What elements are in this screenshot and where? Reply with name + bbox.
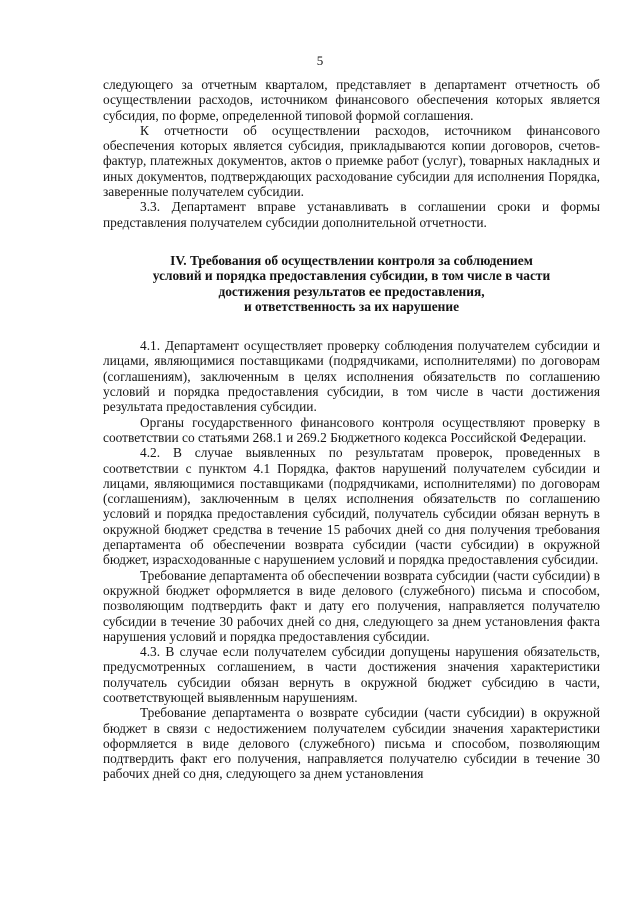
section-heading-line: и ответственность за их нарушение: [243, 298, 460, 314]
paragraph: Органы государственного финансового контроля осуществляют проверку в соответствии со статьями 268.1 и 269.2 Бюджетного кодекса Российской Федерации.: [103, 414, 600, 445]
paragraph-3-3: 3.3. Департамент вправе устанавливать в соглашении сроки и формы представления получателем субсидии дополнительной отчетности.: [103, 199, 600, 230]
paragraph: К отчетности об осуществлении расходов, источником финансового обеспечения которых является субсидия, прикладываются копии договоров, счетов-фактур, платежных документов, актов о приемке работ (услуг), товарных накладных и иных документов, подтверждающих расходование субсидии для исполнения Порядка, заверенные получателем субсидии.: [103, 122, 600, 200]
section-heading-line: условий и порядка предоставления субсидии, в том числе в части: [152, 268, 551, 284]
section-heading: [103, 253, 600, 314]
paragraph-continuation: следующего за отчетным кварталом, представляет в департамент отчетность об осуществлении расходов, источником финансового обеспечения которых является субсидия, по форме, определенной типовой формой соглашения.: [103, 77, 600, 123]
paragraph: Требование департамента об обеспечении возврата субсидии (части субсидии) в окружной бюджет оформляется в виде делового (служебного) письма и способом, позволяющим подтвердить факт и дату его получения, направляется получателю субсидии в течение 30 рабочих дней со дня, следующего за днем установления факта нарушения условий и порядка предоставления субсидии.: [103, 567, 600, 644]
section-heading-line: IV. Требования об осуществлении контроля за соблюдением: [170, 252, 533, 268]
paragraph-4-1: 4.1. Департамент осуществляет проверку соблюдения получателем субсидии и лицами, являющимися поставщиками (подрядчиками, исполнителями) по договорам (соглашениям), заключенным в целях исполнения обязательств по соглашению условий и порядка предоставления субсидии, в том числе в части достижения результата предоставления субсидии.: [103, 338, 600, 415]
paragraph-4-2: 4.2. В случае выявленных по результатам проверок, проведенных в соответствии с пунктом 4.1 Порядка, фактов нарушений получателем субсидии и лицами, являющимися поставщиками (подрядчиками, исполнителями) по договорам (соглашениям), заключенным в целях исполнения обязательств по соглашению условий и порядка предоставления субсидий, получатель субсидии обязан вернуть в окружной бюджет средства в течение 15 рабочих дней со дня получения требования департамента об обеспечении возврата субсидии (части субсидии) в окружной бюджет, израсходованные с нарушением условий и порядка предоставления субсидии.: [103, 445, 600, 568]
section-heading-line: достижения результатов ее предоставления,: [218, 283, 485, 299]
page-content: [103, 77, 600, 782]
paragraph: Требование департамента о возврате субсидии (части субсидии) в окружной бюджет в связи с недостижением получателем субсидии значения характеристики оформляется в виде делового (служебного) письма и способом, позволяющим подтвердить факт его получения, направляется получателю субсидии в течение 30 рабочих дней со дня, следующего за днем установления: [103, 705, 600, 782]
paragraph-4-3: 4.3. В случае если получателем субсидии допущены нарушения обязательств, предусмотренных соглашением, в части достижения значения характеристики получатель субсидии обязан вернуть в окружной бюджет субсидию в части, соответствующей выявленным нарушениям.: [103, 644, 600, 705]
page-number: 5: [316, 53, 324, 68]
